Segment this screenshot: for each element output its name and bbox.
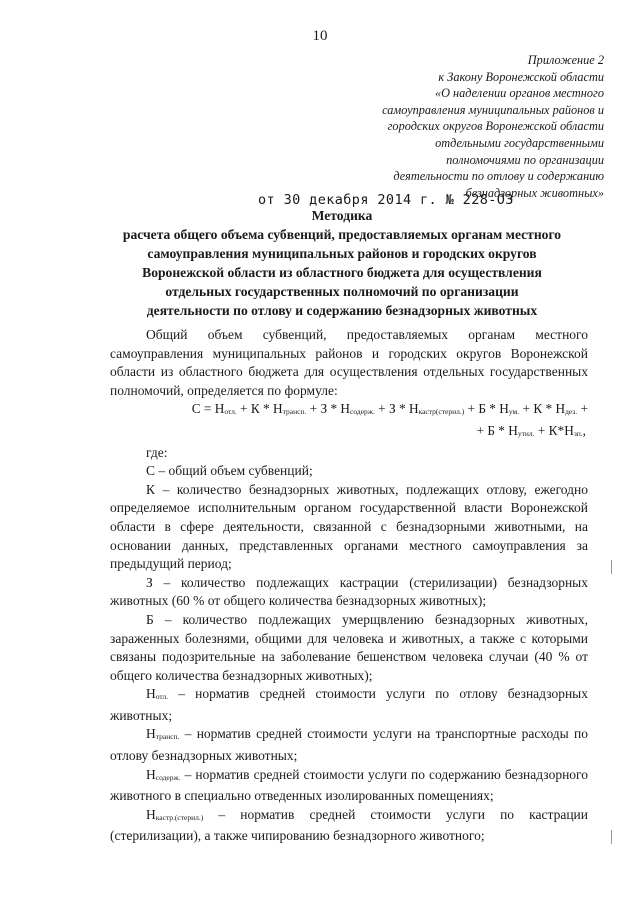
definition-c: С – общий объем субвенций; [146, 463, 313, 479]
scan-margin-mark [611, 830, 612, 844]
appendix-block [304, 52, 604, 201]
formula-line-2: + $Б * Н_{утил.} + К*Н_{зп.}$, [476, 422, 586, 438]
formula-line-1: $С = Н_{отл.} + К * Н_{трансп.} + З * Н_{содерж.} + З * Н_{кастр(стерил.)} + Б * Н_{ум.} + К * Н_{дез.}$ + [191, 401, 588, 417]
date-stamp: от 30 декабря 2014 г. № 228-ОЗ [258, 192, 514, 208]
appendix-line: деятельности по отлову и содержанию [393, 169, 604, 184]
page-number: 10 [312, 28, 328, 44]
where-label: где: [146, 444, 168, 460]
title-line: самоуправления муниципальных районов и городских округов [147, 246, 537, 261]
appendix-line: Приложение 2 [527, 53, 604, 67]
definition-n-otl: Нотл. – норматив средней стоимости услуги по отлову безнадзорных животных; [110, 686, 588, 723]
appendix-line: к Закону Воронежской области [438, 69, 604, 84]
title-line: деятельности по отлову и содержанию безнадзорных животных [146, 303, 538, 318]
appendix-line: полномочиями по организации [446, 152, 604, 167]
definition-n-kastr: Нкастр.(стерил.) – норматив средней стоимости услуги по кастрации (стерилизации), а также чипированию безнадзорного животного; [110, 806, 588, 844]
appendix-line: отдельными государственными [435, 135, 604, 150]
definition-k: К – количество безнадзорных животных, подлежащих отлову, ежегодно определяемое исполнительным органом государственной власти Воронежской области в сфере деятельности, связанной с безнадзорными животными, на основании данных, представленных органами местного самоуправления за предыдущий период; [110, 481, 588, 572]
definition-n-transp: Нтрансп. – норматив средней стоимости услуги на транспортные расходы по отлову безнадзорных животных; [110, 726, 588, 764]
document-title [96, 206, 588, 320]
title-line: Воронежской области из областного бюджета для осуществления [142, 265, 542, 280]
intro-paragraph: Общий объем субвенций, предоставляемых органам местного самоуправления муниципальных районов и городских округов Воронежской области из областного бюджета для осуществления отдельных государственных полномочий, определяется по формуле: [110, 327, 588, 398]
appendix-line: городских округов Воронежской области [387, 119, 604, 134]
title-heading: Методика [311, 208, 373, 223]
definition-b: Б – количество подлежащих умерщвлению безнадзорных животных, зараженных болезнями, общими для человека и животных, а также с которыми связаны подозрительные на заболевание бешенством человека случаи (40 % от общего количества безнадзорных животных); [110, 611, 588, 683]
definition-n-soderzh: Нсодерж. – норматив средней стоимости услуги по содержанию безнадзорного животного в специально отведенных изолированных помещениях; [110, 766, 588, 804]
appendix-line: «О наделении органов местного [434, 86, 604, 101]
definition-z: З – количество подлежащих кастрации (стерилизации) безнадзорных животных (60 % от общего количества безнадзорных животных); [110, 574, 588, 609]
document-body [110, 326, 588, 846]
formula [110, 400, 588, 443]
scan-margin-mark [611, 560, 612, 574]
appendix-line: самоуправления муниципальных районов и [382, 102, 604, 117]
title-line: расчета общего объема субвенций, предоставляемых органам местного [122, 227, 562, 242]
title-line: отдельных государственных полномочий по организации [165, 284, 519, 299]
appendix-line: безнадзорных животных» [465, 185, 604, 200]
